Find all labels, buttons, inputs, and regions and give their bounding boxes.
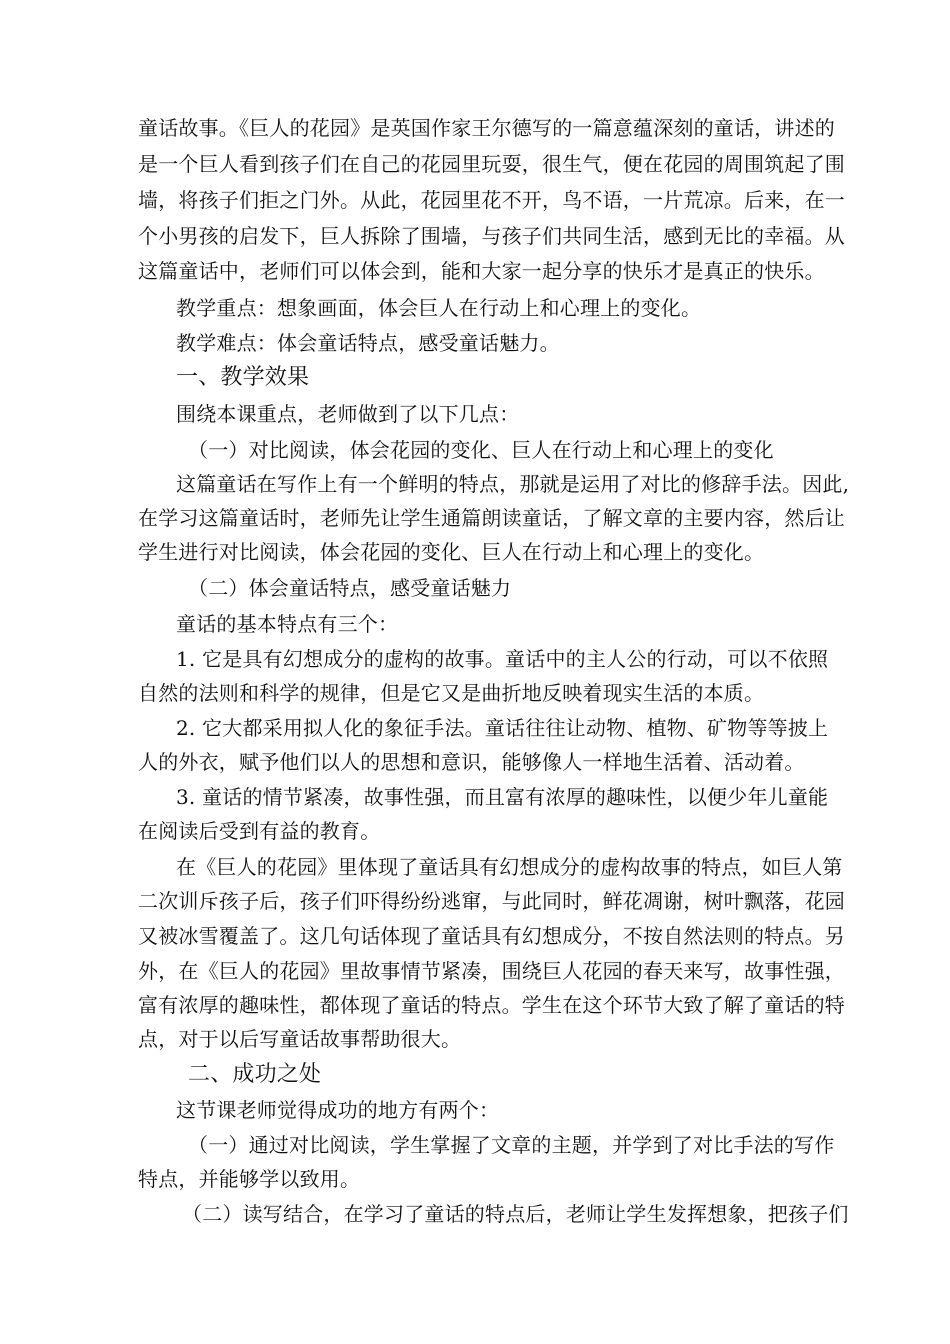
paragraph-line: 墙，将孩子们拒之门外。从此，花园里花不开，鸟不语，一片荒凉。后来，在一: [138, 188, 845, 212]
paragraph-line: 点，对于以后写童话故事帮助很大。: [138, 1027, 462, 1051]
paragraph-line: 特点，并能够学以致用。: [138, 1167, 361, 1191]
paragraph-line: 二次训斥孩子后，孩子们吓得纷纷逃窜，与此同时，鲜花凋谢，树叶飘落，花园: [138, 889, 845, 913]
list-item: 3. 童话的情节紧凑，故事性强，而且富有浓厚的趣味性，以便少年儿童能: [176, 785, 829, 809]
paragraph-line: 这节课老师觉得成功的地方有两个：: [176, 1098, 500, 1122]
list-item: 1. 它是具有幻想成分的虚构的故事。童话中的主人公的行动，可以不依照: [176, 647, 829, 671]
paragraph-line: 在《巨人的花园》里体现了童话具有幻想成分的虚构故事的特点，如巨人第: [176, 855, 843, 879]
paragraph-line: 童话故事。《巨人的花园》是英国作家王尔德写的一篇意蕴深刻的童话，讲述的: [138, 116, 835, 140]
paragraph-line: 又被冰雪覆盖了。这几句话体现了童话具有幻想成分，不按自然法则的特点。另: [138, 924, 845, 948]
paragraph-line: 外，在《巨人的花园》里故事情节紧凑，围绕巨人花园的春天来写，故事性强，: [138, 959, 845, 983]
teaching-focus: 教学重点：想象画面，体会巨人在行动上和心理上的变化。: [176, 296, 702, 320]
subsection-heading: （二）体会童话特点，感受童话魅力: [188, 576, 512, 600]
subsection-heading: （一）对比阅读，体会花园的变化、巨人在行动上和心理上的变化: [188, 438, 774, 462]
list-item: 2. 它大都采用拟人化的象征手法。童话往往让动物、植物、矿物等等披上: [176, 716, 829, 740]
paragraph-line: 童话的基本特点有三个：: [176, 612, 399, 636]
paragraph-line: 在学习这篇童话时，老师先让学生通篇朗读童话，了解文章的主要内容，然后让: [138, 506, 845, 530]
paragraph-line: 在阅读后受到有益的教育。: [138, 819, 381, 843]
paragraph-line: 是一个巨人看到孩子们在自己的花园里玩耍，很生气，便在花园的周围筑起了围: [138, 152, 845, 176]
teaching-difficulty: 教学难点：体会童话特点，感受童话魅力。: [176, 331, 560, 355]
paragraph-line: 自然的法则和科学的规律，但是它又是曲折地反映着现实生活的本质。: [138, 681, 765, 705]
section-heading-1: 一、教学效果: [176, 365, 310, 390]
section-heading-2: 二、成功之处: [188, 1062, 322, 1087]
paragraph-line: 围绕本课重点，老师做到了以下几点：: [176, 402, 520, 426]
paragraph-line: 个小男孩的启发下，巨人拆除了围墙，与孩子们共同生活，感到无比的幸福。从: [138, 224, 845, 248]
paragraph-line: 学生进行对比阅读，体会花园的变化、巨人在行动上和心理上的变化。: [138, 540, 765, 564]
paragraph-line: 这篇童话中，老师们可以体会到，能和大家一起分享的快乐才是真正的快乐。: [138, 259, 825, 283]
paragraph-line: 富有浓厚的趣味性，都体现了童话的特点。学生在这个环节大致了解了童话的特: [138, 993, 845, 1017]
list-item: （一）通过对比阅读，学生掌握了文章的主题，并学到了对比手法的写作: [188, 1133, 835, 1157]
list-item: （二）读写结合，在学习了童话的特点后，老师让学生发挥想象，把孩子们: [182, 1202, 849, 1226]
paragraph-line: 这篇童话在写作上有一个鲜明的特点，那就是运用了对比的修辞手法。因此,: [176, 472, 850, 496]
paragraph-line: 人的外衣，赋予他们以人的思想和意识，能够像人一样地生活着、活动着。: [138, 750, 805, 774]
